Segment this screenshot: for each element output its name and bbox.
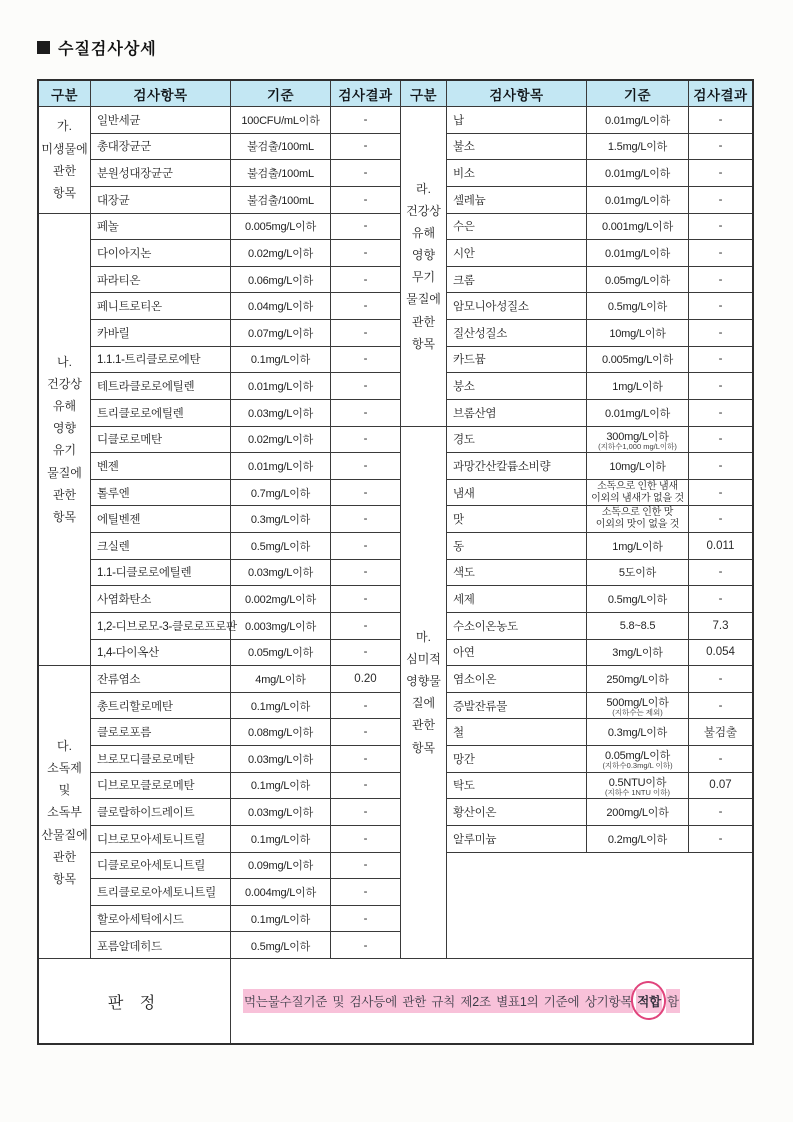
- item-cell: 세제: [447, 586, 587, 613]
- standard-cell: 0.005mg/L이하: [587, 347, 689, 374]
- result-cell: 불검출: [689, 719, 752, 746]
- standard-cell: 0.05mg/L이하 (지하수0.3mg/L 이하): [587, 746, 689, 773]
- standard-cell: 0.005mg/L이하: [231, 214, 331, 241]
- item-cell: 분원성대장균군: [91, 160, 231, 187]
- result-cell: -: [331, 373, 401, 400]
- result-cell: -: [331, 453, 401, 480]
- item-cell: 냄새: [447, 480, 587, 507]
- item-cell: 일반세균: [91, 107, 231, 134]
- item-cell: 암모니아성질소: [447, 293, 587, 320]
- standard-cell: 0.03mg/L이하: [231, 799, 331, 826]
- table-row: [447, 107, 752, 134]
- table-row: [91, 826, 401, 853]
- judgment-circled-word: [636, 989, 662, 1013]
- item-cell: 디브로모클로로메탄: [91, 773, 231, 800]
- standard-cell: 200mg/L이하: [587, 799, 689, 826]
- item-cell: 잔류염소: [91, 666, 231, 693]
- result-cell: -: [331, 826, 401, 853]
- item-cell: 1.1.1-트리클로로에탄: [91, 347, 231, 374]
- result-cell: -: [331, 560, 401, 587]
- item-cell: 디클로로아세토니트릴: [91, 853, 231, 880]
- table-row: [91, 879, 401, 906]
- result-cell: -: [689, 560, 752, 587]
- standard-cell: 10mg/L이하: [587, 453, 689, 480]
- item-cell: 색도: [447, 560, 587, 587]
- item-cell: 파라티온: [91, 267, 231, 294]
- result-cell: -: [331, 160, 401, 187]
- rows-container: [447, 107, 752, 427]
- table-header-row: [39, 81, 752, 107]
- standard-cell: 1mg/L이하: [587, 373, 689, 400]
- result-cell: -: [331, 320, 401, 347]
- item-cell: 카바릴: [91, 320, 231, 347]
- result-cell: -: [331, 293, 401, 320]
- standard-cell: 0.1mg/L이하: [231, 826, 331, 853]
- table-row: [91, 586, 401, 613]
- standard-cell: 0.1mg/L이하: [231, 773, 331, 800]
- item-cell: 수은: [447, 214, 587, 241]
- result-cell: -: [689, 347, 752, 374]
- result-cell: -: [331, 134, 401, 161]
- result-cell: -: [689, 107, 752, 134]
- result-cell: -: [331, 879, 401, 906]
- table-row: [91, 107, 401, 134]
- table-row: [447, 187, 752, 214]
- result-cell: -: [689, 187, 752, 214]
- table-row: [91, 240, 401, 267]
- category-cell: 라. 건강상 유해 영향 무기 물질에 관한 항목: [401, 107, 447, 427]
- item-cell: 납: [447, 107, 587, 134]
- item-cell: 총대장균군: [91, 134, 231, 161]
- standard-cell: 불검출/100mL: [231, 187, 331, 214]
- table-left-half: [39, 107, 401, 958]
- item-cell: 페니트로티온: [91, 293, 231, 320]
- item-cell: 시안: [447, 240, 587, 267]
- table-row: [447, 160, 752, 187]
- result-cell: -: [331, 693, 401, 720]
- standard-cell: 0.001mg/L이하: [587, 214, 689, 241]
- item-cell: 카드뮴: [447, 347, 587, 374]
- item-cell: 벤젠: [91, 453, 231, 480]
- table-row: [91, 506, 401, 533]
- item-cell: 트리클로로아세토니트릴: [91, 879, 231, 906]
- item-cell: 사염화탄소: [91, 586, 231, 613]
- item-cell: 아연: [447, 640, 587, 667]
- standard-cell: 0.01mg/L이하: [587, 187, 689, 214]
- result-cell: -: [331, 906, 401, 933]
- table-row: [91, 773, 401, 800]
- item-cell: 비소: [447, 160, 587, 187]
- table-row: [91, 533, 401, 560]
- standard-cell: 0.1mg/L이하: [231, 693, 331, 720]
- item-cell: 테트라클로로에틸렌: [91, 373, 231, 400]
- result-cell: 0.054: [689, 640, 752, 667]
- judgment-row: [39, 959, 752, 1043]
- standard-cell: 0.07mg/L이하: [231, 320, 331, 347]
- table-row: [91, 427, 401, 454]
- page-title: [37, 36, 793, 59]
- category-cell: 나. 건강상 유해 영향 유기 물질에 관한 항목: [39, 214, 91, 667]
- judgment-text: [231, 959, 752, 1043]
- result-cell: -: [331, 400, 401, 427]
- standard-cell: 5.8~8.5: [587, 613, 689, 640]
- standard-cell: 0.002mg/L이하: [231, 586, 331, 613]
- item-cell: 에틸벤젠: [91, 506, 231, 533]
- table-row: [447, 480, 752, 507]
- column-header: 기준: [587, 81, 689, 106]
- standard-cell: 0.5mg/L이하: [587, 586, 689, 613]
- standard-cell: 0.09mg/L이하: [231, 853, 331, 880]
- standard-cell: 0.5mg/L이하: [231, 533, 331, 560]
- result-cell: -: [331, 719, 401, 746]
- water-quality-table: [37, 79, 754, 1045]
- column-header: 검사항목: [91, 81, 231, 106]
- item-cell: 1,2-디브로모-3-클로로프로판: [91, 613, 231, 640]
- table-row: [447, 613, 752, 640]
- table-row: [447, 799, 752, 826]
- item-cell: 철: [447, 719, 587, 746]
- standard-cell: 250mg/L이하: [587, 666, 689, 693]
- item-cell: 총트리할로메탄: [91, 693, 231, 720]
- result-cell: 7.3: [689, 613, 752, 640]
- table-row: [447, 506, 752, 533]
- category-group: [39, 666, 401, 959]
- result-cell: -: [331, 640, 401, 667]
- standard-cell: 1mg/L이하: [587, 533, 689, 560]
- standard-cell: 5도이하: [587, 560, 689, 587]
- table-row: [91, 134, 401, 161]
- result-cell: -: [689, 746, 752, 773]
- table-row: [91, 400, 401, 427]
- judgment-label: 판 정: [39, 959, 231, 1043]
- judgment-suffix: 함: [666, 989, 680, 1013]
- table-row: [447, 560, 752, 587]
- column-header: 구분: [39, 81, 91, 106]
- title-bullet-icon: [37, 41, 50, 54]
- table-row: [447, 267, 752, 294]
- result-cell: -: [689, 293, 752, 320]
- category-group: [401, 427, 752, 959]
- item-cell: 붕소: [447, 373, 587, 400]
- result-cell: -: [331, 187, 401, 214]
- category-cell: 다. 소독제 및 소독부 산물질에 관한 항목: [39, 666, 91, 959]
- standard-cell: 0.7mg/L이하: [231, 480, 331, 507]
- table-row: [447, 693, 752, 720]
- table-row: [91, 293, 401, 320]
- standard-cell: 0.5NTU이하 (지하수 1NTU 이하): [587, 773, 689, 800]
- table-row: [447, 293, 752, 320]
- rows-container: [447, 427, 752, 959]
- result-cell: -: [331, 427, 401, 454]
- table-row: [91, 932, 401, 959]
- result-cell: -: [689, 267, 752, 294]
- result-cell: -: [331, 267, 401, 294]
- standard-cell: 0.5mg/L이하: [587, 293, 689, 320]
- standard-cell: 0.01mg/L이하: [587, 240, 689, 267]
- table-row: [91, 480, 401, 507]
- result-cell: -: [331, 586, 401, 613]
- table-row: [447, 320, 752, 347]
- result-cell: 0.011: [689, 533, 752, 560]
- result-cell: -: [331, 932, 401, 959]
- item-cell: 클로로포름: [91, 719, 231, 746]
- result-cell: -: [331, 853, 401, 880]
- item-cell: 할로아세틱에시드: [91, 906, 231, 933]
- result-cell: -: [689, 373, 752, 400]
- item-cell: 맛: [447, 506, 587, 533]
- table-row: [447, 240, 752, 267]
- standard-cell: 0.02mg/L이하: [231, 240, 331, 267]
- column-header: 구분: [401, 81, 447, 106]
- table-row: [447, 719, 752, 746]
- table-row: [91, 666, 401, 693]
- standard-cell: 불검출/100mL: [231, 134, 331, 161]
- item-cell: 알루미늄: [447, 826, 587, 853]
- result-cell: -: [331, 214, 401, 241]
- empty-cell: [447, 853, 752, 959]
- standard-cell: 0.2mg/L이하: [587, 826, 689, 853]
- column-header: 검사결과: [693, 87, 748, 103]
- column-header: 검사결과: [331, 81, 401, 106]
- item-cell: 경도: [447, 427, 587, 454]
- item-cell: 동: [447, 533, 587, 560]
- standard-cell: 500mg/L이하 (지하수는 제외): [587, 693, 689, 720]
- category-cell: 가. 미생물에 관한 항목: [39, 107, 91, 214]
- standard-cell: 0.04mg/L이하: [231, 293, 331, 320]
- table-row: [447, 773, 752, 800]
- judgment-statement: 먹는물수질기준 및 검사등에 관한 규칙 제2조 별표1의 기준에 상기항목: [243, 989, 633, 1013]
- item-cell: 브롬산염: [447, 400, 587, 427]
- standard-cell: 0.05mg/L이하: [231, 640, 331, 667]
- column-header: 기준: [231, 81, 331, 106]
- table-row: [447, 666, 752, 693]
- item-cell: 브로모디클로로메탄: [91, 746, 231, 773]
- result-cell: -: [689, 799, 752, 826]
- standard-cell: 0.1mg/L이하: [231, 347, 331, 374]
- result-cell: -: [331, 746, 401, 773]
- item-cell: 크실렌: [91, 533, 231, 560]
- table-row: [447, 533, 752, 560]
- result-cell: -: [689, 320, 752, 347]
- result-cell: -: [689, 666, 752, 693]
- table-row: [91, 906, 401, 933]
- item-cell: 탁도: [447, 773, 587, 800]
- item-cell: 1.1-디클로로에틸렌: [91, 560, 231, 587]
- item-cell: 대장균: [91, 187, 231, 214]
- table-row: [91, 320, 401, 347]
- item-cell: 1,4-다이옥산: [91, 640, 231, 667]
- result-cell: -: [331, 799, 401, 826]
- category-group: [39, 214, 401, 667]
- table-row: [447, 347, 752, 374]
- standard-cell: 소독으로 인한 냄새 이외의 냄새가 없을 것: [587, 480, 689, 507]
- table-body: [39, 107, 752, 959]
- item-cell: 과망간산칼륨소비량: [447, 453, 587, 480]
- result-cell: -: [689, 826, 752, 853]
- table-row: [447, 373, 752, 400]
- table-row: [91, 453, 401, 480]
- result-cell: -: [331, 613, 401, 640]
- result-cell: -: [689, 427, 752, 454]
- standard-cell: 1.5mg/L이하: [587, 134, 689, 161]
- standard-cell: 0.003mg/L이하: [231, 613, 331, 640]
- result-cell: -: [331, 107, 401, 134]
- rows-container: [91, 107, 401, 214]
- standard-cell: 10mg/L이하: [587, 320, 689, 347]
- standard-cell: 0.02mg/L이하: [231, 427, 331, 454]
- result-cell: 0.07: [689, 773, 752, 800]
- result-cell: -: [331, 240, 401, 267]
- result-cell: -: [689, 586, 752, 613]
- result-cell: -: [689, 214, 752, 241]
- category-cell: 마. 심미적 영향물 질에 관한 항목: [401, 427, 447, 959]
- table-row: [91, 347, 401, 374]
- result-cell: -: [331, 347, 401, 374]
- item-cell: 셀레늄: [447, 187, 587, 214]
- standard-cell: 0.1mg/L이하: [231, 906, 331, 933]
- table-row: [91, 853, 401, 880]
- table-row: [91, 373, 401, 400]
- standard-cell: 0.01mg/L이하: [587, 160, 689, 187]
- table-row: [91, 160, 401, 187]
- standard-cell: 0.3mg/L이하: [587, 719, 689, 746]
- table-row: [91, 640, 401, 667]
- item-cell: 디브로모아세토니트릴: [91, 826, 231, 853]
- result-cell: -: [689, 160, 752, 187]
- result-cell: -: [331, 480, 401, 507]
- page-title-text: 수질검사상세: [58, 41, 157, 58]
- result-cell: -: [689, 693, 752, 720]
- table-row: [91, 267, 401, 294]
- result-cell: -: [689, 240, 752, 267]
- item-cell: 염소이온: [447, 666, 587, 693]
- table-row: [447, 134, 752, 161]
- category-group: [39, 107, 401, 214]
- item-cell: 페놀: [91, 214, 231, 241]
- table-row: [447, 214, 752, 241]
- standard-cell: 소독으로 인한 맛 이외의 맛이 없을 것: [587, 506, 689, 533]
- table-row: [91, 799, 401, 826]
- result-cell: -: [331, 773, 401, 800]
- item-cell: 증발잔류물: [447, 693, 587, 720]
- standard-cell: 0.3mg/L이하: [231, 506, 331, 533]
- standard-cell: 0.5mg/L이하: [231, 932, 331, 959]
- table-row: [91, 214, 401, 241]
- standard-cell: 0.05mg/L이하: [587, 267, 689, 294]
- standard-cell: 4mg/L이하: [231, 666, 331, 693]
- standard-cell: 3mg/L이하: [587, 640, 689, 667]
- table-row: [447, 427, 752, 454]
- standard-cell: 0.01mg/L이하: [231, 453, 331, 480]
- result-cell: -: [689, 453, 752, 480]
- result-cell: -: [689, 134, 752, 161]
- standard-cell: 0.03mg/L이하: [231, 746, 331, 773]
- item-cell: 황산이온: [447, 799, 587, 826]
- result-cell: -: [331, 533, 401, 560]
- table-row: [447, 826, 752, 853]
- table-right-half: [401, 107, 752, 958]
- item-cell: 다이아지논: [91, 240, 231, 267]
- standard-cell: 0.01mg/L이하: [587, 400, 689, 427]
- result-cell: -: [689, 506, 752, 533]
- standard-cell: 불검출/100mL: [231, 160, 331, 187]
- table-row: [447, 586, 752, 613]
- table-row: [91, 613, 401, 640]
- table-row: [91, 187, 401, 214]
- item-cell: 클로랄하이드레이트: [91, 799, 231, 826]
- result-cell: -: [689, 400, 752, 427]
- result-cell: 0.20: [331, 666, 401, 693]
- standard-cell: 100CFU/mL이하: [231, 107, 331, 134]
- table-row: [447, 453, 752, 480]
- standard-cell: 0.03mg/L이하: [231, 400, 331, 427]
- result-cell: -: [331, 506, 401, 533]
- standard-cell: 0.01mg/L이하: [587, 107, 689, 134]
- table-row: [91, 746, 401, 773]
- table-row: [91, 693, 401, 720]
- item-cell: 크롬: [447, 267, 587, 294]
- table-row: [91, 560, 401, 587]
- rows-container: [91, 214, 401, 667]
- rows-container: [91, 666, 401, 959]
- standard-cell: 0.004mg/L이하: [231, 879, 331, 906]
- item-cell: 망간: [447, 746, 587, 773]
- standard-cell: 0.03mg/L이하: [231, 560, 331, 587]
- judgment-circled-text: 적합: [637, 995, 661, 1009]
- item-cell: 포름알데히드: [91, 932, 231, 959]
- standard-cell: 0.08mg/L이하: [231, 719, 331, 746]
- standard-cell: 300mg/L이하 (지하수1,000 mg/L이하): [587, 427, 689, 454]
- table-row: [447, 640, 752, 667]
- table-row: [447, 400, 752, 427]
- item-cell: 수소이온농도: [447, 613, 587, 640]
- category-group: [401, 107, 752, 427]
- standard-cell: 0.06mg/L이하: [231, 267, 331, 294]
- table-row: [447, 746, 752, 773]
- item-cell: 질산성질소: [447, 320, 587, 347]
- item-cell: 트리클로로에틸렌: [91, 400, 231, 427]
- table-row: [91, 719, 401, 746]
- item-cell: 디클로로메탄: [91, 427, 231, 454]
- item-cell: 톨루엔: [91, 480, 231, 507]
- column-header: 검사항목: [447, 81, 587, 106]
- result-cell: -: [689, 480, 752, 507]
- standard-cell: 0.01mg/L이하: [231, 373, 331, 400]
- item-cell: 불소: [447, 134, 587, 161]
